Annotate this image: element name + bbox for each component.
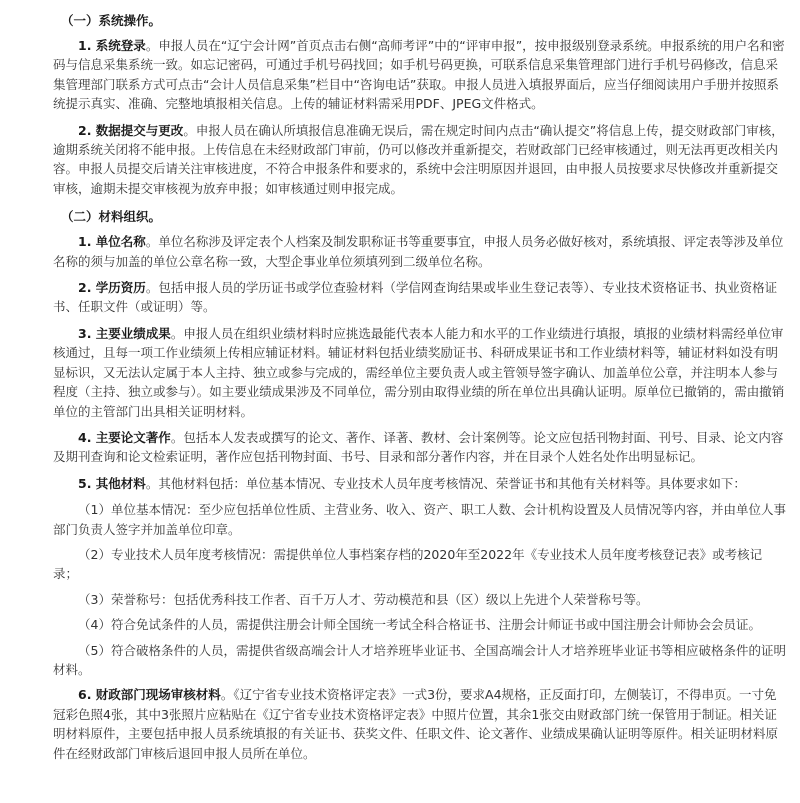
section-heading-materials: （二）材料组织。 <box>61 209 162 225</box>
paragraph-achievements <box>53 324 786 421</box>
paragraph-education <box>53 278 786 317</box>
paragraph-text: 。《辽宁省专业技术资格评定表》一式3份，要求A4规格，正反面打印，左侧装订，不得串页。一寸免冠彩色照4张，其中3张照片应粘贴在《辽宁省专业技术资格评定表》中照片位置，其余1张交由财政部门统一保管用于制证。相关证明材料原件，主要包括申报人员系统填报的有关证书、获奖文件、任职文件、论文著作、业绩成果确认证明等原件。相关证明材料原件在经财政部门审核后退回申报人员所在单位。 <box>53 687 779 761</box>
paragraph-title: 2. 学历资历 <box>78 280 146 296</box>
paragraph-text: 。单位名称涉及评定表个人档案及制发职称证书等重要事宜，申报人员务必做好核对，系统填报、评定表等涉及单位名称的须与加盖的单位公章名称一致，大型企事业单位须填列到二级单位名称。 <box>53 234 784 269</box>
paragraph-title: 1. 单位名称 <box>78 234 146 250</box>
paragraph-text: 。其他材料包括：单位基本情况、专业技术人员年度考核情况、荣誉证书和其他有关材料等。具体要求如下： <box>145 475 746 491</box>
subitem-annual-assessment: （2）专业技术人员年度考核情况：需提供单位人事档案存档的2020年至2022年《专业技术人员年度考核登记表》或考核记录； <box>53 546 763 582</box>
subitem-exceptional: （5）符合破格条件的人员，需提供省级高端会计人才培养班毕业证书、全国高端会计人才培养班毕业证书等相应破格条件的证明材料。 <box>53 642 786 677</box>
paragraph-data-submit <box>53 121 786 199</box>
paragraph-system-login <box>53 36 786 114</box>
paragraph-title: 5. 其他材料 <box>78 475 146 491</box>
paragraph-text: 。包括本人发表或撰写的论文、著作、译著、教材、会计案例等。论文应包括刊物封面、刊号、目录、论文内容及期刊查询和论文检索证明，著作应包括刊物封面、书号、目录和部分著作内容，并在目录个人姓名处作出明显标记。 <box>53 429 784 465</box>
paragraph-text: 。申报人员在组织业绩材料时应挑选最能代表本人能力和水平的工作业绩进行填报，填报的业绩材料需经单位审核通过，且每一项工作业绩须上传相应辅证材料。辅证材料包括业绩奖励证书、科研成果证书和工作业绩材料等，辅证材料如没有明显标识，又无法认定属于本人主持、独立或参与完成的，需经单位主要负责人或主管领导签字确认、加盖单位公章，并注明本人参与程度（主持、独立或参与）。如主要业绩成果涉及不同单位，需分别由取得业绩的所在单位出具确认证明。原单位已撤销的，需由撤销单位的主管部门出具相关证明材料。 <box>53 325 785 419</box>
subitem-honors: （3）荣誉称号：包括优秀科技工作者、百千万人才、劳动模范和县（区）级以上先进个人荣誉称号等。 <box>78 591 649 607</box>
paragraph-title: 6. 财政部门现场审核材料 <box>78 687 221 703</box>
paragraph-unit-name <box>53 232 786 271</box>
paragraph-title: 4. 主要论文著作 <box>78 429 171 445</box>
paragraph-text: 。申报人员在“辽宁会计网”首页点击右侧“高师考评”中的“评审申报”，按申报级别登录系统。申报系统的用户名和密码与信息采集系统一致。如忘记密码，可通过手机号码找回；如手机号码更换，可联系信息采集管理部门进行手机号码修改，信息采集管理部门联系方式可点击“会计人员信息采集”栏目中“咨询电话”获取。申报人员进入填报界面后，应当仔细阅读用户手册并按照系统提示真实、准确、完整地填报相关信息。上传的辅证材料需采用PDF、JPEG文件格式。 <box>53 38 785 112</box>
paragraph-papers <box>53 428 786 467</box>
paragraph-onsite-review <box>53 685 786 763</box>
subitem-unit-basic-info: （1）单位基本情况：至少应包括单位性质、主营业务、收入、资产、职工人数、会计机构设置及人员情况等内容，并由单位人事部门负责人签字并加盖单位印章。 <box>53 502 786 537</box>
section-heading-system: （一）系统操作。 <box>61 13 162 28</box>
paragraph-title: 1. 系统登录 <box>78 38 146 53</box>
paragraph-text: 。包括申报人员的学历证书或学位查验材料（学信网查询结果或毕业生登记表等）、专业技术资格证书、执业资格证书、任职文件（或证明）等。 <box>53 280 778 315</box>
paragraph-title: 3. 主要业绩成果 <box>78 325 171 341</box>
paragraph-other-materials <box>53 474 786 493</box>
paragraph-title: 2. 数据提交与更改 <box>78 122 184 138</box>
subitem-exam-exemption: （4）符合免试条件的人员，需提供注册会计师全国统一考试全科合格证书、注册会计师证书或中国注册会计师协会会员证。 <box>78 617 761 633</box>
paragraph-text: 。申报人员在确认所填报信息准确无误后，需在规定时间内点击“确认提交”将信息上传，提交财政部门审核，逾期系统关闭将不能申报。上传信息在未经财政部门审前，仍可以修改并重新提交，若财政部门已经审核通过，则无法再更改相关内容。申报人员提交后请关注审核进度，不符合申报条件和要求的，系统中会注明原因并退回，由申报人员按要求尽快修改并重新提交审核，逾期未提交审核视为放弃申报；如审核通过则申报完成。 <box>53 122 784 196</box>
